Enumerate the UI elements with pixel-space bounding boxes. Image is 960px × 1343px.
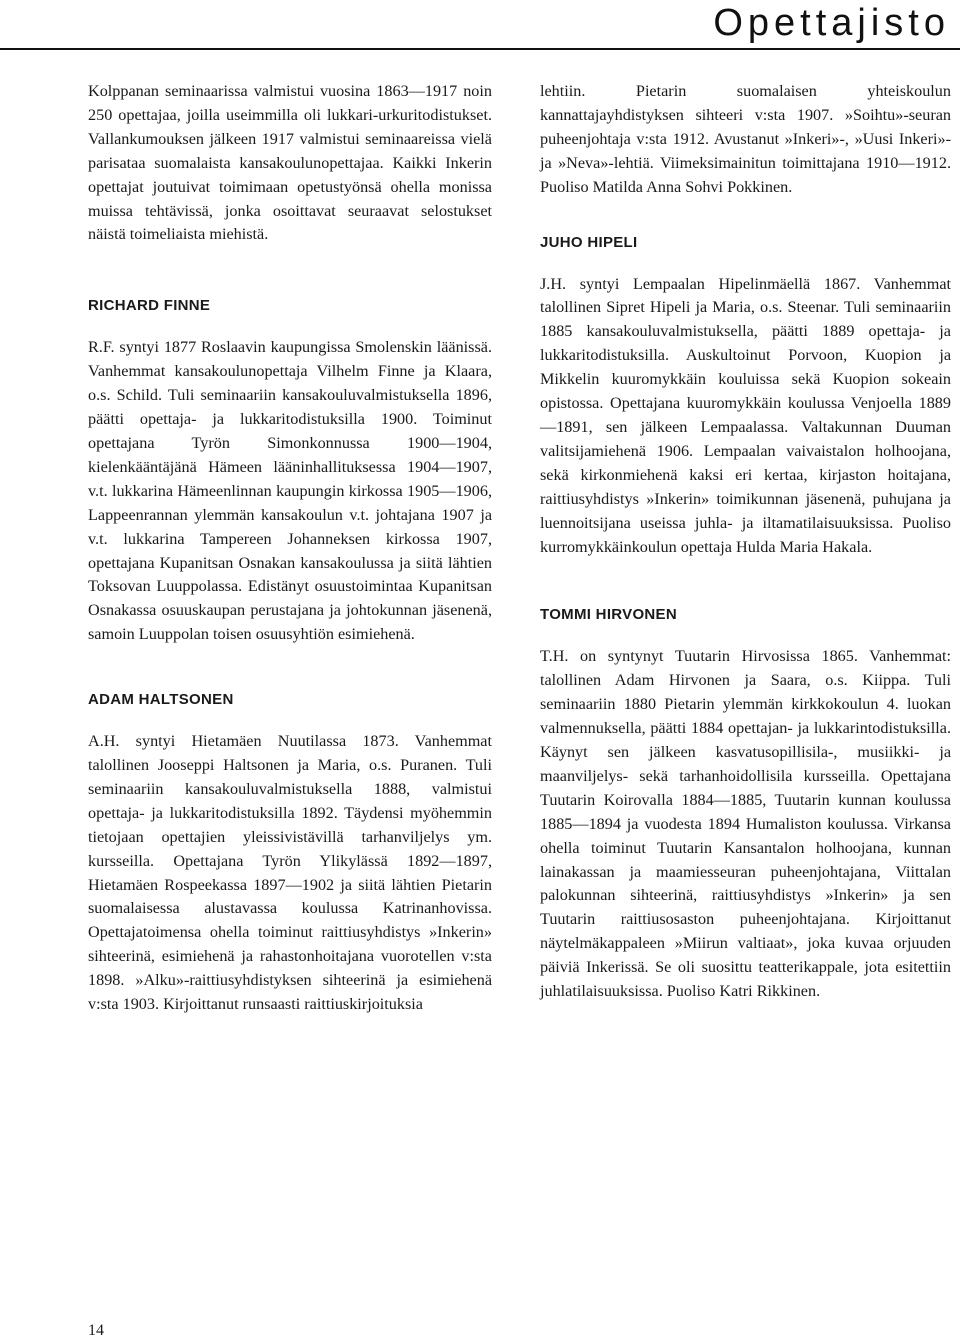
intro-paragraph: Kolppanan seminaarissa valmistui vuosina 1863—1917 noin 250 opettajaa, joilla useimmilla oli lukkari-urkuritodistukset. Vallankumouksen jälkeen 1917 valmistui seminaareissa vielä parisataa suomalaista kansakoulunopettajaa. Kaikki Inkerin opettajat joutuivat toimimaan opetustyönsä ohella monissa muissa tehtävissä, jonka osoittavat seuraavat selostukset näistä toimeliaista miehistä. [88, 82, 492, 244]
bio-tommi-hirvonen: T.H. on syntynyt Tuutarin Hirvosissa 1865. Vanhemmat: talollinen Adam Hirvonen ja Saara, o.s. Kiippa. Tuli seminaariin 1880 Pietarin ylemmän kirkkokoulun 4. luokan valmennuksella, päätti 1884 opettajan- ja lukkarintodistuksilla. Käynyt sen jälkeen kasvatusopillisila-, musiikki- ja maanviljelys- sekä tarhanhoidollisila kursseilla. Opettajana Tuutarin Koirovalla 1884—1885, Tuutarin kunnan koulussa 1885—1894 ja vuodesta 1894 Humaliston koulussa. Virkansa ohella toiminut Tuutarin Kansantalon holhoojana, kunnan lainakassan ja maamiesseuran puheenjohtajana, Viittalan palokunnan sihteerinä, raittiusyhdistys »Inkerin» ja sen Tuutarin raittiusosaston puheenjohtajana. Kirjoittanut näytelmäkappaleen »Miirun valtiaat», joka kuvaa orjuuden päiviä Inkerissä. Se oli suosittu teatterikappale, jota esitettiin juhlatilaisuuksissa. Puoliso Katri Rikkinen. [540, 647, 951, 1001]
left-column [88, 80, 492, 1017]
heading-adam-haltsonen: ADAM HALTSONEN [88, 691, 234, 709]
bio-adam-haltsonen: A.H. syntyi Hietamäen Nuutilassa 1873. Vanhemmat talollinen Jooseppi Haltsonen ja Maria, o.s. Puranen. Tuli seminaariin kansakouluvalmistuksella 1888, valmistui opettaja- ja lukkaritodistuksilla 1892. Täydensi myöhemmin tietojaan opettajien yleissivistävillä tarhanviljelys ym. kursseilla. Opettajana Tyrön Ylikylässä 1892—1897, Hietamäen Rospeekassa 1897—1902 ja siitä lähtien Pietarin suomalaisessa alustavassa koulussa Katrinanhovissa. Opettajatoimensa ohella toiminut raittiusyhdistys »Inkerin» sihteerinä, esimiehenä ja rahastonhoitajana vuorotellen v:sta 1898. »Alku»-raittiusyhdistyksen sihteerinä ja esimiehenä v:sta 1903. Kirjoittanut runsaasti raittiuskirjoituksia [88, 732, 492, 1014]
page-number: 14 [88, 1322, 104, 1339]
page-title: Opettajisto [713, 2, 950, 44]
title-rule [0, 48, 960, 50]
bio-richard-finne: R.F. syntyi 1877 Roslaavin kaupungissa Smolenskin läänissä. Vanhemmat kansakoulunopettaja Vilhelm Finne ja Klaara, o.s. Schild. Tuli seminaariin kansakouluvalmistuksella 1896, päätti opettaja- ja lukkaritodistuksilla 1900. Toiminut opettajana Tyrön Simonkonnussa 1900—1904, kielenkääntäjänä Hämeen lääninhallituksessa 1904—1907, v.t. lukkarina Hämeenlinnan kaupungin kirkossa 1905—1906, Lappeenrannan ylemmän kansakoulun v.t. johtajana 1907 ja v.t. lukkarina Tampereen Johanneksen kirkossa 1907, opettajana Kupanitsan Osnakan kansakoulussa ja siitä lähtien Toksovan Luuppolassa. Edistänyt osuustoimintaa Kupanitsan Osnakassa osuuskaupan perustajana ja johtokunnan jäsenenä, samoin Luuppolan toisen osuusyhtiön esimiehenä. [88, 338, 492, 644]
continuation-paragraph: lehtiin. Pietarin suomalaisen yhteiskoulun kannattajayhdistyksen sihteeri v:sta 1907. »Soihtu»-seuran puheenjohtaja v:sta 1912. Avustanut »Inkeri»-, »Uusi Inkeri»- ja »Neva»-lehtiä. Viimeksimainitun toimittajana 1910—1912. Puoliso Matilda Anna Sohvi Pokkinen. [540, 82, 951, 196]
heading-tommi-hirvonen: TOMMI HIRVONEN [540, 606, 677, 624]
heading-juho-hipeli: JUHO HIPELI [540, 233, 638, 251]
heading-richard-finne: RICHARD FINNE [88, 297, 211, 315]
bio-juho-hipeli: J.H. syntyi Lempaalan Hipelinmäellä 1867. Vanhemmat talollinen Sipret Hipeli ja Maria, o.s. Steenar. Tuli seminaariin 1885 kansakouluvalmistuksella, päätti 1889 opettaja- ja lukkaritodistuksilla. Auskultoinut Porvoon, Kuopion ja Mikkelin kuuromykkäin kouluissa sekä Kuopion sokeain opistossa. Opettajana kuuromykkäin koulussa Venjoella 1889—1891, sen jälkeen Lempaalassa. Valtakunnan Duuman valitsijamiehenä 1906. Lempaalan vaivaistalon holhoojana, sekä kirkonmiehenä kaksi eri kertaa, kirjaston hoitajana, raittiusyhdistys »Inkerin» toimikunnan jäsenenä, puhujana ja luennoitsijana useissa juhla- ja iltamatilaisuuksissa. Puoliso kurromykkäinkoulun opettaja Hulda Maria Hakala. [540, 274, 951, 556]
right-column [540, 80, 951, 1004]
